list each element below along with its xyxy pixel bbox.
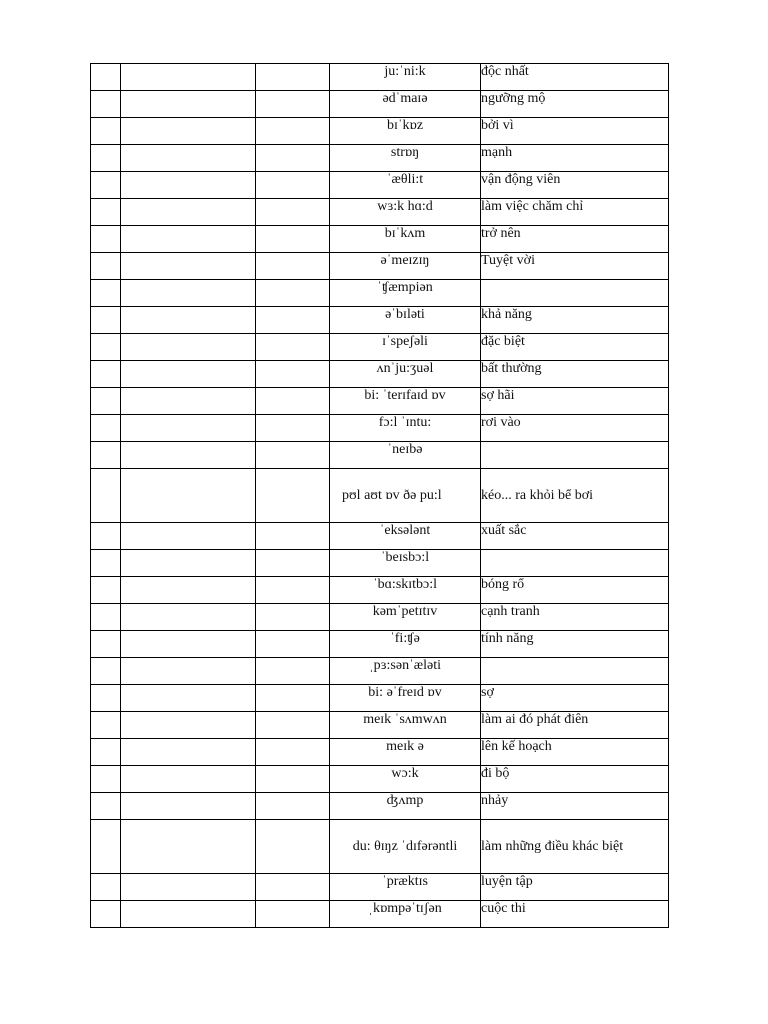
pronunciation-cell: meɪk ˈsʌmwʌn (330, 712, 481, 739)
empty-cell-3 (256, 631, 330, 658)
empty-cell-2 (121, 307, 256, 334)
empty-cell-1 (91, 712, 121, 739)
meaning-cell: bóng rổ (481, 577, 669, 604)
empty-cell-1 (91, 334, 121, 361)
empty-cell-2 (121, 253, 256, 280)
pronunciation-cell: ʤʌmp (330, 793, 481, 820)
meaning-cell (481, 280, 669, 307)
meaning-cell: làm ai đó phát điên (481, 712, 669, 739)
meaning-cell (481, 658, 669, 685)
empty-cell-3 (256, 118, 330, 145)
empty-cell-3 (256, 442, 330, 469)
pronunciation-cell: ədˈmaɪə (330, 91, 481, 118)
empty-cell-2 (121, 685, 256, 712)
empty-cell-3 (256, 172, 330, 199)
pronunciation-cell: pʊl aʊt ɒv ðə pu:l (330, 469, 481, 523)
empty-cell-3 (256, 523, 330, 550)
empty-cell-1 (91, 550, 121, 577)
pronunciation-cell: ˈpræktɪs (330, 874, 481, 901)
pronunciation-cell: bɪˈkʌm (330, 226, 481, 253)
empty-cell-2 (121, 172, 256, 199)
empty-cell-1 (91, 253, 121, 280)
table-row (91, 442, 669, 469)
table-row (91, 901, 669, 928)
pronunciation-cell: bi: ˈterɪfaɪd ɒv (330, 388, 481, 415)
meaning-cell: làm việc chăm chỉ (481, 199, 669, 226)
empty-cell-3 (256, 253, 330, 280)
meaning-cell: xuất sắc (481, 523, 669, 550)
meaning-cell: cuộc thi (481, 901, 669, 928)
empty-cell-2 (121, 91, 256, 118)
meaning-cell: đặc biệt (481, 334, 669, 361)
pronunciation-cell: ˈeksələnt (330, 523, 481, 550)
empty-cell-2 (121, 631, 256, 658)
empty-cell-1 (91, 793, 121, 820)
table-row (91, 388, 669, 415)
empty-cell-1 (91, 280, 121, 307)
empty-cell-2 (121, 64, 256, 91)
empty-cell-1 (91, 604, 121, 631)
empty-cell-2 (121, 658, 256, 685)
table-row (91, 604, 669, 631)
empty-cell-2 (121, 766, 256, 793)
meaning-cell: sợ (481, 685, 669, 712)
pronunciation-cell: ju:ˈni:k (330, 64, 481, 91)
empty-cell-3 (256, 685, 330, 712)
meaning-cell: Tuyệt vời (481, 253, 669, 280)
meaning-cell: rơi vào (481, 415, 669, 442)
meaning-cell (481, 550, 669, 577)
empty-cell-1 (91, 361, 121, 388)
pronunciation-cell: bɪˈkɒz (330, 118, 481, 145)
empty-cell-3 (256, 469, 330, 523)
empty-cell-3 (256, 388, 330, 415)
empty-cell-1 (91, 685, 121, 712)
empty-cell-1 (91, 901, 121, 928)
table-row (91, 712, 669, 739)
empty-cell-1 (91, 739, 121, 766)
empty-cell-2 (121, 118, 256, 145)
empty-cell-3 (256, 874, 330, 901)
pronunciation-cell: ˈneɪbə (330, 442, 481, 469)
pronunciation-cell: ˈʧæmpiən (330, 280, 481, 307)
empty-cell-3 (256, 901, 330, 928)
meaning-cell: cạnh tranh (481, 604, 669, 631)
pronunciation-cell: ˌpɜ:sənˈæləti (330, 658, 481, 685)
empty-cell-1 (91, 766, 121, 793)
meaning-cell: khả năng (481, 307, 669, 334)
empty-cell-2 (121, 226, 256, 253)
pronunciation-cell: ˈfi:ʧə (330, 631, 481, 658)
meaning-cell: làm những điều khác biệt (481, 820, 669, 874)
empty-cell-2 (121, 739, 256, 766)
empty-cell-1 (91, 145, 121, 172)
empty-cell-3 (256, 64, 330, 91)
table-row (91, 253, 669, 280)
meaning-cell: kéo... ra khỏi bể bơi (481, 469, 669, 523)
empty-cell-3 (256, 793, 330, 820)
empty-cell-1 (91, 469, 121, 523)
empty-cell-1 (91, 820, 121, 874)
pronunciation-cell: əˈmeɪzɪŋ (330, 253, 481, 280)
table-row (91, 280, 669, 307)
empty-cell-1 (91, 523, 121, 550)
table-row (91, 172, 669, 199)
meaning-cell: luyện tập (481, 874, 669, 901)
table-row (91, 820, 669, 874)
empty-cell-3 (256, 820, 330, 874)
empty-cell-3 (256, 280, 330, 307)
empty-cell-2 (121, 712, 256, 739)
meaning-cell: trở nên (481, 226, 669, 253)
empty-cell-1 (91, 226, 121, 253)
empty-cell-3 (256, 658, 330, 685)
empty-cell-3 (256, 145, 330, 172)
empty-cell-2 (121, 901, 256, 928)
pronunciation-cell: du: θɪŋz ˈdɪfərəntli (330, 820, 481, 874)
empty-cell-1 (91, 874, 121, 901)
table-row (91, 523, 669, 550)
meaning-cell: mạnh (481, 145, 669, 172)
empty-cell-2 (121, 469, 256, 523)
empty-cell-2 (121, 199, 256, 226)
meaning-cell: nhảy (481, 793, 669, 820)
table-row (91, 577, 669, 604)
pronunciation-cell: fɔ:l ˈɪntu: (330, 415, 481, 442)
meaning-cell (481, 442, 669, 469)
empty-cell-3 (256, 361, 330, 388)
empty-cell-1 (91, 631, 121, 658)
meaning-cell: bất thường (481, 361, 669, 388)
meaning-cell: đi bộ (481, 766, 669, 793)
table-row (91, 766, 669, 793)
meaning-cell: tính năng (481, 631, 669, 658)
meaning-cell: sợ hãi (481, 388, 669, 415)
table-row (91, 334, 669, 361)
table-row (91, 793, 669, 820)
pronunciation-cell: ˈbɑ:skɪtbɔ:l (330, 577, 481, 604)
pronunciation-cell: bi: əˈfreɪd ɒv (330, 685, 481, 712)
empty-cell-3 (256, 334, 330, 361)
meaning-cell: vận động viên (481, 172, 669, 199)
empty-cell-2 (121, 280, 256, 307)
empty-cell-3 (256, 604, 330, 631)
empty-cell-2 (121, 874, 256, 901)
pronunciation-cell: ˈæθli:t (330, 172, 481, 199)
meaning-cell: độc nhất (481, 64, 669, 91)
table-row (91, 64, 669, 91)
pronunciation-cell: meɪk ə (330, 739, 481, 766)
empty-cell-3 (256, 577, 330, 604)
table-row (91, 361, 669, 388)
empty-cell-3 (256, 415, 330, 442)
pronunciation-cell: wɔ:k (330, 766, 481, 793)
table-row (91, 550, 669, 577)
empty-cell-2 (121, 361, 256, 388)
empty-cell-1 (91, 91, 121, 118)
pronunciation-cell: ˈbeɪsbɔ:l (330, 550, 481, 577)
empty-cell-2 (121, 820, 256, 874)
pronunciation-cell: ʌnˈju:ʒuəl (330, 361, 481, 388)
empty-cell-2 (121, 577, 256, 604)
empty-cell-2 (121, 442, 256, 469)
table-row (91, 145, 669, 172)
empty-cell-3 (256, 307, 330, 334)
pronunciation-cell: wɜ:k hɑ:d (330, 199, 481, 226)
empty-cell-1 (91, 172, 121, 199)
table-row (91, 685, 669, 712)
pronunciation-cell: kəmˈpetɪtɪv (330, 604, 481, 631)
pronunciation-cell: əˈbɪləti (330, 307, 481, 334)
empty-cell-2 (121, 388, 256, 415)
empty-cell-1 (91, 64, 121, 91)
empty-cell-2 (121, 523, 256, 550)
table-row (91, 469, 669, 523)
pronunciation-cell: strɒŋ (330, 145, 481, 172)
meaning-cell: ngưỡng mộ (481, 91, 669, 118)
empty-cell-2 (121, 334, 256, 361)
empty-cell-1 (91, 658, 121, 685)
meaning-cell: lên kế hoạch (481, 739, 669, 766)
table-row (91, 658, 669, 685)
empty-cell-3 (256, 226, 330, 253)
table-row (91, 874, 669, 901)
pronunciation-cell: ˌkɒmpəˈtɪʃən (330, 901, 481, 928)
table-row (91, 415, 669, 442)
table-row (91, 739, 669, 766)
vocabulary-table-body (91, 64, 669, 928)
table-row (91, 226, 669, 253)
table-row (91, 631, 669, 658)
empty-cell-2 (121, 604, 256, 631)
table-row (91, 307, 669, 334)
empty-cell-3 (256, 766, 330, 793)
empty-cell-1 (91, 118, 121, 145)
empty-cell-2 (121, 793, 256, 820)
empty-cell-1 (91, 415, 121, 442)
empty-cell-3 (256, 712, 330, 739)
empty-cell-1 (91, 442, 121, 469)
empty-cell-3 (256, 199, 330, 226)
empty-cell-1 (91, 307, 121, 334)
meaning-cell: bởi vì (481, 118, 669, 145)
empty-cell-3 (256, 550, 330, 577)
empty-cell-1 (91, 388, 121, 415)
empty-cell-3 (256, 739, 330, 766)
pronunciation-cell: ɪˈspeʃəli (330, 334, 481, 361)
table-row (91, 118, 669, 145)
table-row (91, 91, 669, 118)
vocabulary-table (90, 63, 669, 928)
empty-cell-1 (91, 199, 121, 226)
empty-cell-2 (121, 415, 256, 442)
empty-cell-2 (121, 145, 256, 172)
empty-cell-1 (91, 577, 121, 604)
table-row (91, 199, 669, 226)
empty-cell-2 (121, 550, 256, 577)
empty-cell-3 (256, 91, 330, 118)
